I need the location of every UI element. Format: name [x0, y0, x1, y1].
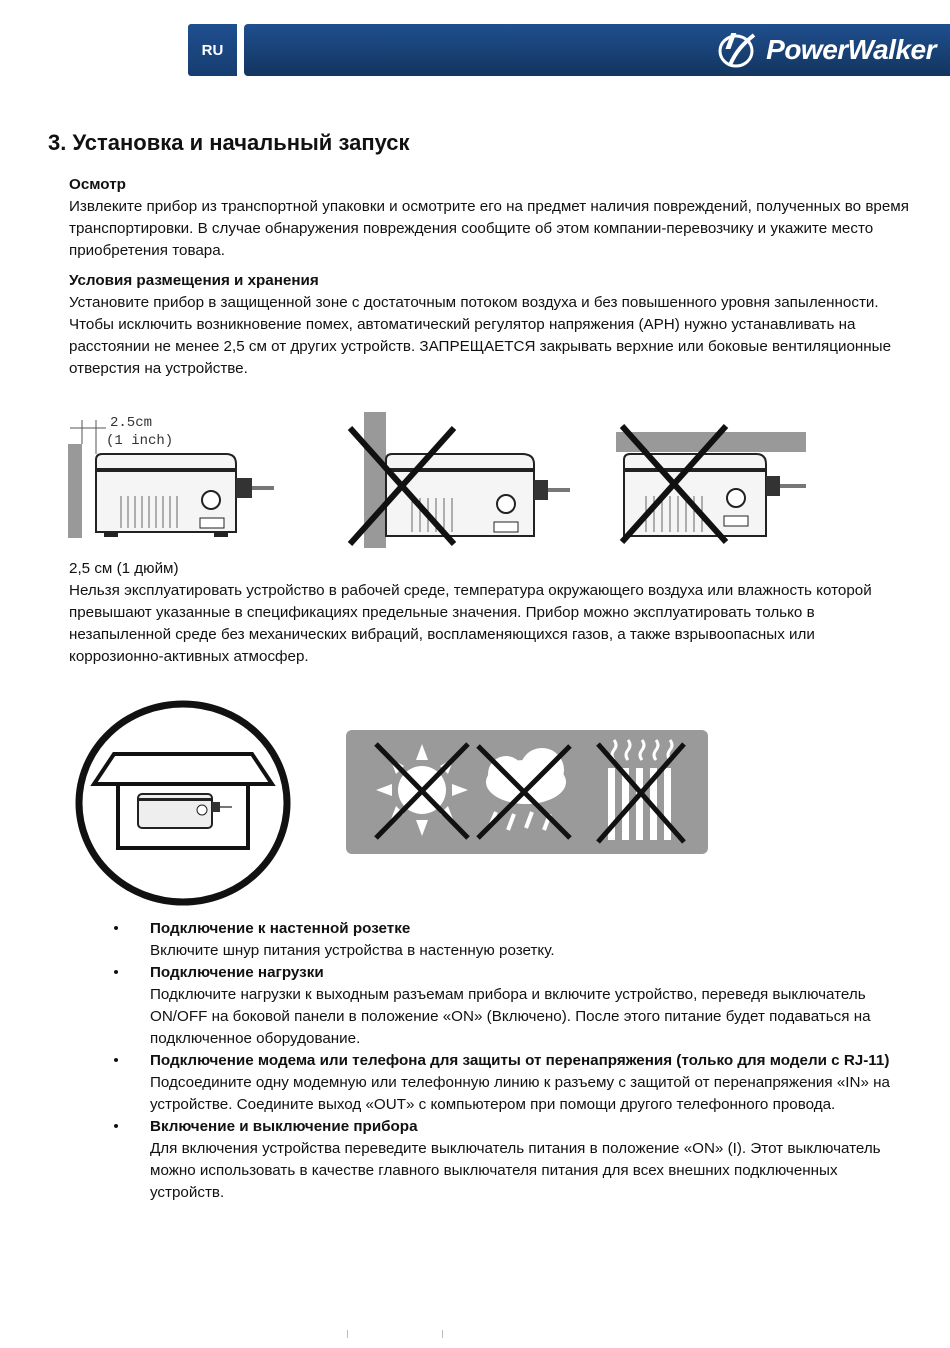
environment-text: Нельзя эксплуатировать устройство в рабочей среде, температура окружающего воздуха или влажность которой превышают указанные в спецификациях предельные значения. Прибор можно эксплуатировать только в незапыленной среде без механических вибраций, воспламеняющихся газов, а также взрывоопасных или коррозионно-активных атмосфер. — [69, 582, 872, 665]
step-text: Включите шнур питания устройства в настенную розетку. — [150, 942, 555, 959]
inspection-text: Извлеките прибор из транспортной упаковки и осмотрите его на предмет наличия повреждений, полученных во время транспортировки. В случае обнаружения повреждения сообщите об этом компании-перевозчику и укажите место приобретения товара. — [69, 198, 909, 259]
language-tab — [188, 24, 237, 76]
bullet-icon: • — [113, 1052, 119, 1069]
distance-caption: 2,5 см (1 дюйм) — [69, 560, 179, 577]
list-item — [108, 1116, 908, 1204]
indoor-use-figure — [74, 700, 292, 906]
language-label: RU — [201, 41, 224, 59]
power-swoosh-icon — [714, 31, 760, 69]
list-item — [108, 918, 908, 962]
step-title: Подключение модема или телефона для защиты от перенапряжения (только для модели с RJ-11) — [150, 1052, 890, 1069]
avr-device — [96, 454, 274, 537]
placement-text: Установите прибор в защищенной зоне с достаточным потоком воздуха и без повышенного уровня запыленности. Чтобы исключить возникновение помех, автоматический регулятор напряжения (АРН) нужно устанавливать на расстоянии не менее 2,5 см от других устройств. ЗАПРЕЩАЕТСЯ закрывать верхние или боковые вентиляционные отверстия на устройстве. — [69, 294, 892, 377]
clearance-figure-top-crossed — [616, 424, 808, 546]
step-title: Подключение к настенной розетке — [150, 920, 411, 937]
placement-title: Условия размещения и хранения — [69, 272, 319, 289]
clearance-label-2: (1 inch) — [106, 433, 174, 449]
bullet-icon: • — [113, 920, 119, 937]
roof-icon — [94, 754, 272, 784]
bullet-icon: • — [113, 964, 119, 981]
environment-section — [69, 558, 909, 668]
wall — [68, 444, 82, 538]
footer-marks — [347, 1330, 443, 1338]
clearance-figure-wall-crossed — [342, 408, 572, 552]
hazard-panel — [346, 730, 708, 854]
step-title: Подключение нагрузки — [150, 964, 324, 981]
inspection-title: Осмотр — [69, 176, 126, 193]
brand-name: PowerWalker — [766, 34, 936, 65]
avr-device — [624, 454, 806, 536]
bullet-icon: • — [113, 1118, 119, 1135]
list-item — [108, 1050, 908, 1116]
setup-steps-list — [108, 918, 908, 1204]
header-bar — [244, 24, 950, 76]
step-text: Подключите нагрузки к выходным разъемам прибора и включите устройство, переведя выключатель ON/OFF на боковой панели в положение «ON» (Включено). После этого питание будет подаваться на подключенное оборудование. — [150, 986, 871, 1047]
step-title: Включение и выключение прибора — [150, 1118, 418, 1135]
brand-logo — [714, 30, 936, 70]
inspection-section — [69, 174, 909, 262]
clearance-label-1: 2.5cm — [110, 415, 153, 431]
step-text: Подсоедините одну модемную или телефонную линию к разъему с защитой от перенапряжения «IN» на устройстве. Соедините выход «OUT» с компьютером при помощи другого телефонного провода. — [150, 1074, 890, 1113]
clearance-figure-correct — [66, 408, 276, 548]
step-text: Для включения устройства переведите выключатель питания в положение «ON» (I). Этот выключатель можно использовать в качестве главного выключателя питания для всех внешних подключенных устройств. — [150, 1140, 881, 1201]
placement-section — [69, 270, 909, 380]
list-item — [108, 962, 908, 1050]
section-title: 3. Установка и начальный запуск — [48, 130, 410, 155]
